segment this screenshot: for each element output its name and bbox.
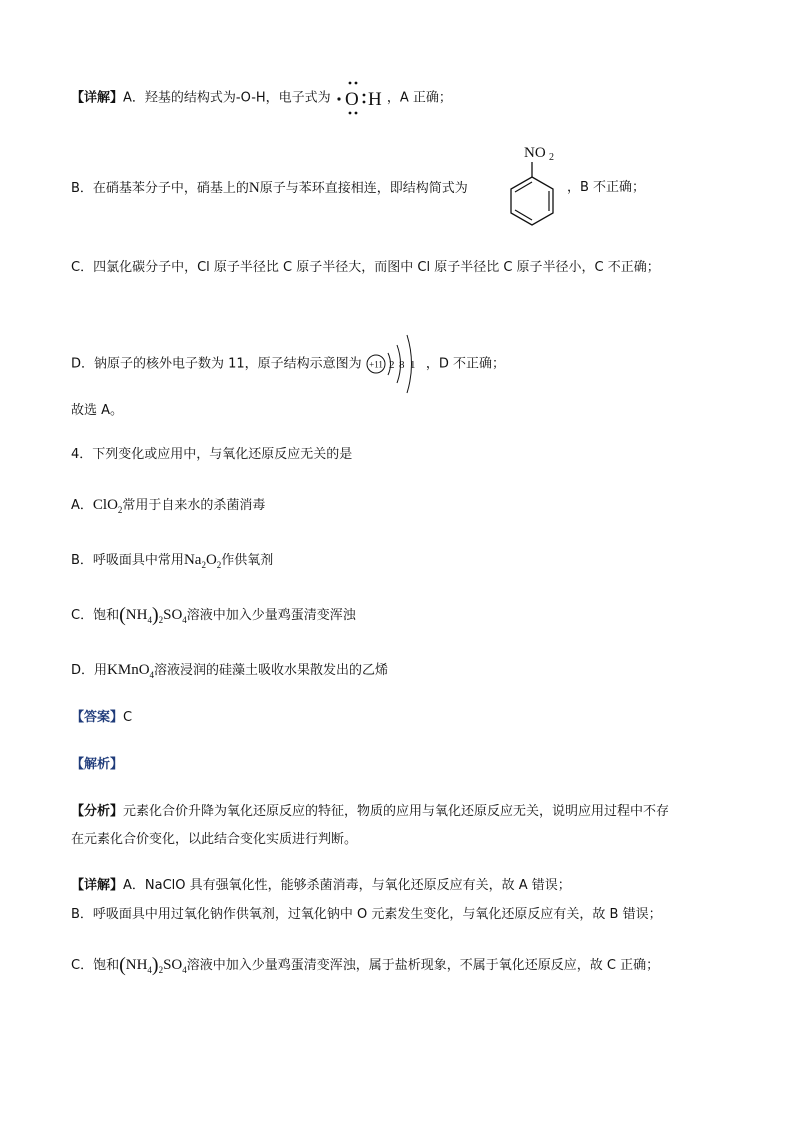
xiangjie-line-a (71, 876, 571, 896)
electron-formula-diagram (335, 80, 387, 116)
hydrogen-symbol: H (367, 89, 382, 110)
q4-c-so: SO (163, 607, 183, 623)
shell-3-electrons: 1 (409, 359, 416, 371)
q4-b-text1: 呼吸面具中常用 (92, 553, 184, 568)
fenxi-line-2: 在元素化合价变化，以此结合变化实质进行判断。 (71, 832, 358, 847)
xiangjie-c-sub1: 4 (147, 965, 152, 975)
q4-b-sub2: 2 (216, 560, 222, 570)
xiangjie-c-sub2: 2 (158, 965, 164, 975)
q4-a-text: 常用于自来水的杀菌消毒 (122, 498, 266, 513)
q4-option-b (71, 550, 273, 575)
xiangjie-line-b: B．呼吸面具中用过氧化钠作供氧剂，过氧化钠中 O 元素发生变化，与氧化还原反应有关，故 B 错误； (71, 907, 662, 922)
s3-d-text1: D．钠原子的核外电子数为 11，原子结构示意图为 (71, 356, 362, 372)
q4-c-sub2: 2 (158, 615, 164, 625)
q4-b-na: Na (183, 552, 202, 568)
s3-line-d (71, 331, 505, 397)
s3-line-c: C．四氯化碳分子中，Cl 原子半径比 C 原子半径大，而图中 Cl 原子半径比 C 原子半径小，C 不正确； (71, 260, 660, 275)
q4-option-a (71, 495, 265, 520)
xiangjie-c-sub3: 4 (182, 965, 187, 975)
analysis-tag: 【解析】 (71, 757, 124, 772)
xiangjie-a-text: A．NaClO 具有强氧化性，能够杀菌消毒，与氧化还原反应有关，故 A 错误； (123, 878, 571, 893)
answer-line (71, 708, 132, 728)
shell-1-electrons: 2 (388, 359, 395, 371)
s3-b-text1: B．在硝基苯分子中，硝基上的 (71, 181, 249, 196)
xiangjie-c-text1: C．饱和 (71, 958, 120, 973)
q4-stem: 4．下列变化或应用中，与氧化还原反应无关的是 (71, 447, 353, 462)
q4-c-text1: 饱和 (93, 608, 120, 623)
s3-b-text2: 原子与苯环直接相连，即结构简式为 (259, 181, 468, 196)
xiangjie-c-nh: NH (125, 957, 148, 973)
q4-b-sub1: 2 (201, 560, 206, 570)
answer-tag: 【答案】 (71, 710, 124, 725)
answer-value: C (123, 710, 133, 725)
q4-b-text2: 作供氧剂 (221, 553, 274, 568)
fenxi-tag: 【分析】 (71, 804, 124, 819)
q4-d-text1: 用 (94, 663, 108, 678)
fenxi-text-1: 元素化合价升降为氧化还原反应的特征，物质的应用与氧化还原反应无关，说明应用过程中不存 (123, 804, 670, 819)
s3-d-text2: ，D 不正确； (425, 356, 505, 372)
oxygen-symbol: O (344, 89, 359, 110)
nitrobenzene-structure (502, 140, 564, 232)
q4-d-sub: 4 (149, 670, 155, 680)
xiangjie-line-c: C．饱和$(NH_4)_2SO_4$溶液中加入少量鸡蛋清变浑浊，属于盐析现象，不属于氧化还原反应，故 C 正确； (71, 954, 660, 976)
q4-c-sub1: 4 (147, 615, 152, 625)
q4-option-d (71, 660, 388, 685)
s3-a-text1: A．羟基的结构式为-O-H，电子式为 (123, 90, 331, 106)
xiangjie-c-text2: 溶液中加入少量鸡蛋清变浑浊，属于盐析现象，不属于氧化还原反应，故 C 正确； (186, 958, 660, 973)
s3-a-text2: ，A 正确； (386, 90, 452, 106)
nitro-group-label: NO (524, 145, 546, 161)
s3-b-end: ，B 不正确； (567, 180, 646, 195)
q4-c-label: C． (71, 608, 94, 623)
nitro-group-subscript: 2 (549, 152, 554, 163)
fenxi-line-1 (71, 802, 669, 822)
q4-d-label: D． (71, 663, 95, 678)
q4-option-c: C．饱和$(NH_4)_2SO_4$溶液中加入少量鸡蛋清变浑浊 (71, 604, 356, 626)
q4-a-sub: 2 (117, 505, 123, 515)
q4-b-label: B． (71, 553, 93, 568)
q4-d-kmno: KMnO (107, 662, 150, 678)
sodium-atom-diagram (366, 331, 426, 397)
s3-line-b (71, 178, 468, 199)
detail-tag: 【详解】 (71, 90, 124, 106)
xiangjie-c-so: SO (163, 957, 183, 973)
q4-c-nh: NH (125, 607, 148, 623)
q4-a-label: A． (71, 498, 93, 513)
nitrogen-symbol: N (248, 180, 260, 196)
nucleus-charge: +11 (368, 359, 383, 370)
shell-2-electrons: 8 (398, 359, 405, 371)
q4-b-o: O (205, 552, 217, 568)
s3-conclusion: 故选 A。 (71, 403, 124, 418)
q4-d-text2: 溶液浸润的硅藻土吸收水果散发出的乙烯 (154, 663, 389, 678)
q4-a-formula: ClO (92, 497, 118, 513)
s3-line-a (71, 80, 452, 116)
q4-c-sub3: 4 (182, 615, 187, 625)
xiangjie-tag: 【详解】 (71, 878, 124, 893)
q4-c-text2: 溶液中加入少量鸡蛋清变浑浊 (186, 608, 356, 623)
